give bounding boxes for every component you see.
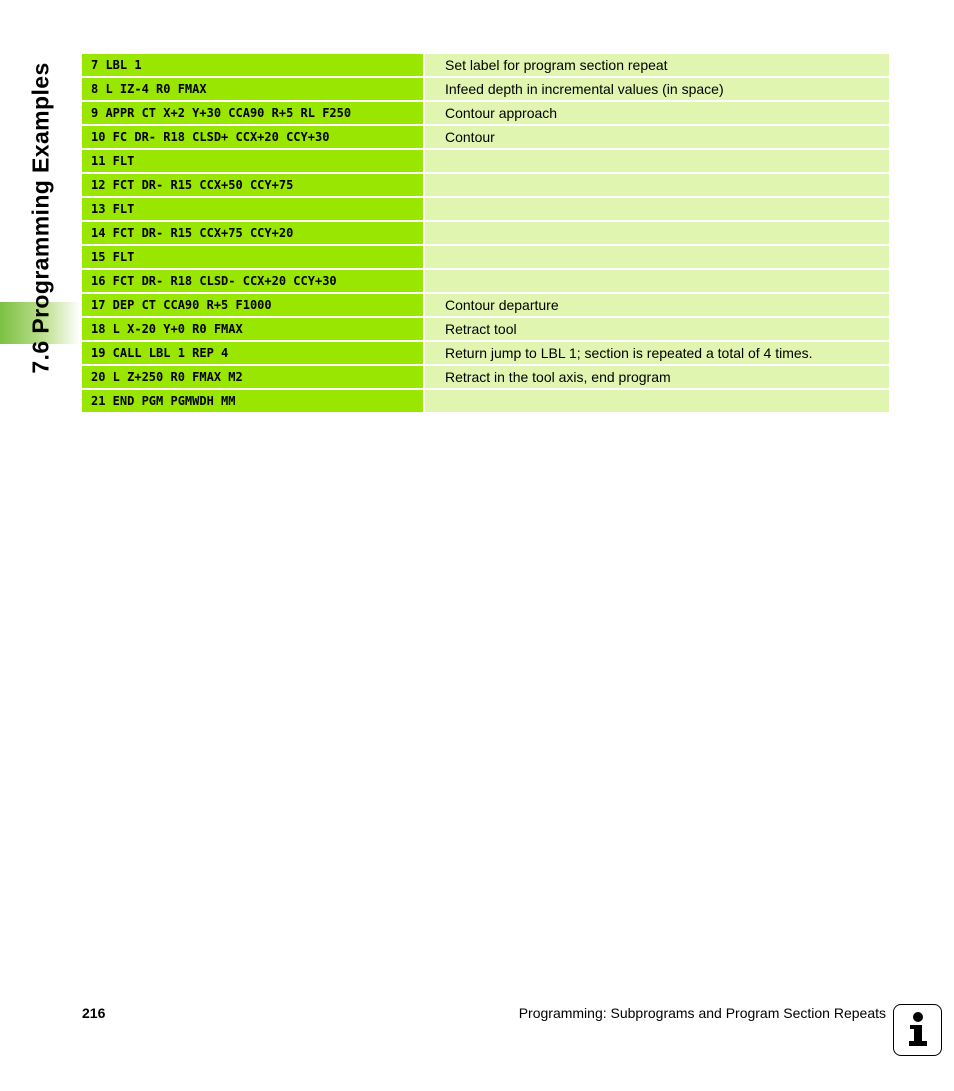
nc-code-cell: 8 L IZ-4 R0 FMAX: [82, 78, 423, 100]
nc-code-cell: 11 FLT: [82, 150, 423, 172]
description-cell: Return jump to LBL 1; section is repeated a total of 4 times.: [425, 342, 889, 364]
program-row: [82, 246, 889, 268]
program-row: [82, 318, 889, 340]
nc-code-cell: 17 DEP CT CCA90 R+5 F1000: [82, 294, 423, 316]
description-cell: [425, 270, 889, 292]
nc-code-cell: 9 APPR CT X+2 Y+30 CCA90 R+5 RL F250: [82, 102, 423, 124]
program-row: [82, 174, 889, 196]
description-cell: [425, 174, 889, 196]
program-row: [82, 150, 889, 172]
nc-code-cell: 16 FCT DR- R18 CLSD- CCX+20 CCY+30: [82, 270, 423, 292]
nc-code-cell: 15 FLT: [82, 246, 423, 268]
program-row: [82, 54, 889, 76]
section-heading: 7.6 Programming Examples: [27, 62, 54, 374]
description-cell: Retract tool: [425, 318, 889, 340]
nc-code-cell: 19 CALL LBL 1 REP 4: [82, 342, 423, 364]
side-section-tab: [0, 0, 80, 1091]
description-cell: Contour departure: [425, 294, 889, 316]
description-cell: Infeed depth in incremental values (in space): [425, 78, 889, 100]
description-cell: [425, 222, 889, 244]
program-row: [82, 102, 889, 124]
description-cell: [425, 198, 889, 220]
nc-code-cell: 20 L Z+250 R0 FMAX M2: [82, 366, 423, 388]
program-row: [82, 390, 889, 412]
nc-code-cell: 12 FCT DR- R15 CCX+50 CCY+75: [82, 174, 423, 196]
program-row: [82, 270, 889, 292]
program-row: [82, 198, 889, 220]
program-row: [82, 294, 889, 316]
program-row: [82, 342, 889, 364]
nc-code-cell: 14 FCT DR- R15 CCX+75 CCY+20: [82, 222, 423, 244]
description-cell: [425, 246, 889, 268]
program-listing-table: [82, 54, 889, 414]
program-row: [82, 78, 889, 100]
nc-code-cell: 7 LBL 1: [82, 54, 423, 76]
program-row: [82, 126, 889, 148]
nc-code-cell: 10 FC DR- R18 CLSD+ CCX+20 CCY+30: [82, 126, 423, 148]
description-cell: [425, 390, 889, 412]
description-cell: Set label for program section repeat: [425, 54, 889, 76]
info-icon: [893, 1004, 942, 1056]
description-cell: Contour approach: [425, 102, 889, 124]
nc-code-cell: 18 L X-20 Y+0 R0 FMAX: [82, 318, 423, 340]
nc-code-cell: 13 FLT: [82, 198, 423, 220]
description-cell: Retract in the tool axis, end program: [425, 366, 889, 388]
page-number: 216: [82, 1005, 106, 1021]
description-cell: Contour: [425, 126, 889, 148]
nc-code-cell: 21 END PGM PGMWDH MM: [82, 390, 423, 412]
description-cell: [425, 150, 889, 172]
program-row: [82, 366, 889, 388]
program-row: [82, 222, 889, 244]
chapter-title: Programming: Subprograms and Program Section Repeats: [518, 1005, 886, 1021]
